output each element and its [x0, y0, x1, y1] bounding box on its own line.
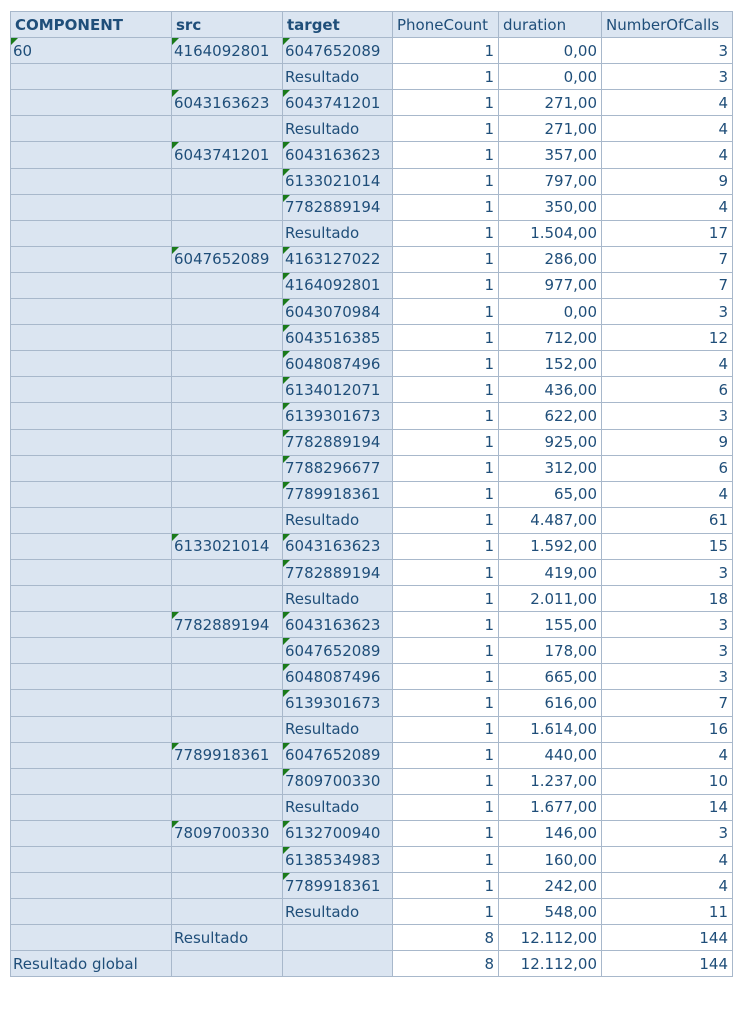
numberofcalls-cell[interactable]: 16 — [602, 716, 733, 742]
table-row — [11, 455, 733, 481]
table-row — [11, 768, 733, 794]
target-cell[interactable] — [283, 925, 393, 951]
numberofcalls-cell[interactable]: 61 — [602, 507, 733, 533]
numberofcalls-cell[interactable]: 3 — [602, 299, 733, 325]
component-cell[interactable] — [11, 429, 172, 455]
duration-cell[interactable]: 271,00 — [499, 90, 602, 116]
component-cell[interactable]: Resultado global — [11, 951, 172, 977]
phonecount-cell[interactable]: 1 — [393, 559, 499, 585]
phonecount-cell[interactable]: 8 — [393, 951, 499, 977]
src-cell[interactable]: 7809700330 — [172, 820, 283, 846]
numberofcalls-cell[interactable]: 3 — [602, 638, 733, 664]
header-duration[interactable]: duration — [499, 12, 602, 38]
phonecount-cell[interactable]: 1 — [393, 638, 499, 664]
table-row — [11, 272, 733, 298]
phonecount-cell[interactable]: 1 — [393, 168, 499, 194]
src-cell[interactable]: 6043163623 — [172, 90, 283, 116]
duration-cell[interactable]: 160,00 — [499, 847, 602, 873]
component-cell[interactable] — [11, 768, 172, 794]
target-cell[interactable]: Resultado — [283, 794, 393, 820]
duration-cell[interactable]: 665,00 — [499, 664, 602, 690]
target-cell[interactable]: 7809700330 — [283, 768, 393, 794]
component-cell[interactable] — [11, 168, 172, 194]
target-cell[interactable]: Resultado — [283, 116, 393, 142]
target-cell[interactable]: 6047652089 — [283, 638, 393, 664]
phonecount-cell[interactable]: 1 — [393, 220, 499, 246]
component-cell[interactable] — [11, 64, 172, 90]
duration-cell[interactable]: 712,00 — [499, 325, 602, 351]
table-row — [11, 246, 733, 272]
numberofcalls-cell[interactable]: 4 — [602, 481, 733, 507]
numberofcalls-cell[interactable]: 4 — [602, 873, 733, 899]
subtotal-row — [11, 116, 733, 142]
phonecount-cell[interactable]: 1 — [393, 847, 499, 873]
table-row — [11, 638, 733, 664]
table-row — [11, 38, 733, 64]
src-cell[interactable]: Resultado — [172, 925, 283, 951]
component-cell[interactable] — [11, 586, 172, 612]
duration-cell[interactable]: 286,00 — [499, 246, 602, 272]
duration-cell[interactable]: 4.487,00 — [499, 507, 602, 533]
phonecount-cell[interactable]: 1 — [393, 612, 499, 638]
target-cell[interactable] — [283, 951, 393, 977]
target-cell[interactable]: 6134012071 — [283, 377, 393, 403]
target-cell[interactable]: Resultado — [283, 220, 393, 246]
table-row — [11, 351, 733, 377]
duration-cell[interactable]: 271,00 — [499, 116, 602, 142]
component-cell[interactable] — [11, 533, 172, 559]
duration-cell[interactable]: 0,00 — [499, 38, 602, 64]
duration-cell[interactable]: 65,00 — [499, 481, 602, 507]
phonecount-cell[interactable]: 1 — [393, 768, 499, 794]
target-cell[interactable]: 6133021014 — [283, 168, 393, 194]
target-cell[interactable]: 7782889194 — [283, 429, 393, 455]
target-cell[interactable]: Resultado — [283, 716, 393, 742]
src-cell[interactable]: 7782889194 — [172, 612, 283, 638]
src-cell[interactable]: 7789918361 — [172, 742, 283, 768]
target-cell[interactable]: 6043163623 — [283, 533, 393, 559]
duration-cell[interactable]: 0,00 — [499, 299, 602, 325]
component-cell[interactable] — [11, 481, 172, 507]
component-cell[interactable] — [11, 351, 172, 377]
header-src[interactable]: src — [172, 12, 283, 38]
numberofcalls-cell[interactable]: 7 — [602, 690, 733, 716]
numberofcalls-cell[interactable]: 17 — [602, 220, 733, 246]
src-cell[interactable] — [172, 351, 283, 377]
numberofcalls-cell[interactable]: 6 — [602, 377, 733, 403]
target-cell[interactable]: 7789918361 — [283, 873, 393, 899]
subtotal-row — [11, 220, 733, 246]
src-cell[interactable] — [172, 194, 283, 220]
numberofcalls-cell[interactable]: 11 — [602, 899, 733, 925]
duration-cell[interactable]: 1.237,00 — [499, 768, 602, 794]
phonecount-cell[interactable]: 1 — [393, 429, 499, 455]
header-numberofcalls[interactable]: NumberOfCalls — [602, 12, 733, 38]
numberofcalls-cell[interactable]: 18 — [602, 586, 733, 612]
table-row — [11, 299, 733, 325]
phonecount-cell[interactable]: 1 — [393, 899, 499, 925]
header-component[interactable]: COMPONENT — [11, 12, 172, 38]
numberofcalls-cell[interactable]: 144 — [602, 925, 733, 951]
target-cell[interactable]: 6132700940 — [283, 820, 393, 846]
src-cell[interactable] — [172, 638, 283, 664]
src-cell[interactable] — [172, 559, 283, 585]
numberofcalls-cell[interactable]: 4 — [602, 90, 733, 116]
duration-cell[interactable]: 0,00 — [499, 64, 602, 90]
component-cell[interactable] — [11, 664, 172, 690]
src-cell[interactable] — [172, 586, 283, 612]
phonecount-cell[interactable]: 1 — [393, 38, 499, 64]
src-cell[interactable] — [172, 847, 283, 873]
table-row — [11, 559, 733, 585]
phonecount-cell[interactable]: 1 — [393, 403, 499, 429]
src-cell[interactable]: 6043741201 — [172, 142, 283, 168]
numberofcalls-cell[interactable]: 3 — [602, 664, 733, 690]
phonecount-cell[interactable]: 1 — [393, 873, 499, 899]
subtotal-row — [11, 716, 733, 742]
duration-cell[interactable]: 440,00 — [499, 742, 602, 768]
phonecount-cell[interactable]: 1 — [393, 455, 499, 481]
phonecount-cell[interactable]: 1 — [393, 351, 499, 377]
duration-cell[interactable]: 12.112,00 — [499, 951, 602, 977]
target-cell[interactable]: Resultado — [283, 899, 393, 925]
duration-cell[interactable]: 12.112,00 — [499, 925, 602, 951]
phonecount-cell[interactable]: 1 — [393, 533, 499, 559]
target-cell[interactable]: 6048087496 — [283, 664, 393, 690]
duration-cell[interactable]: 1.614,00 — [499, 716, 602, 742]
src-cell[interactable] — [172, 299, 283, 325]
target-cell[interactable]: Resultado — [283, 507, 393, 533]
duration-cell[interactable]: 357,00 — [499, 142, 602, 168]
subtotal-row — [11, 507, 733, 533]
numberofcalls-cell[interactable]: 7 — [602, 246, 733, 272]
numberofcalls-cell[interactable]: 3 — [602, 64, 733, 90]
subtotal-row — [11, 64, 733, 90]
phonecount-cell[interactable]: 1 — [393, 90, 499, 116]
numberofcalls-cell[interactable]: 9 — [602, 168, 733, 194]
target-cell[interactable]: 7782889194 — [283, 194, 393, 220]
duration-cell[interactable]: 312,00 — [499, 455, 602, 481]
duration-cell[interactable]: 146,00 — [499, 820, 602, 846]
duration-cell[interactable]: 178,00 — [499, 638, 602, 664]
table-row — [11, 612, 733, 638]
component-cell[interactable] — [11, 690, 172, 716]
src-cell[interactable] — [172, 873, 283, 899]
phonecount-cell[interactable]: 1 — [393, 690, 499, 716]
target-cell[interactable]: Resultado — [283, 64, 393, 90]
duration-cell[interactable]: 419,00 — [499, 559, 602, 585]
src-cell[interactable] — [172, 716, 283, 742]
table-row — [11, 873, 733, 899]
component-cell[interactable] — [11, 246, 172, 272]
numberofcalls-cell[interactable]: 3 — [602, 403, 733, 429]
numberofcalls-cell[interactable]: 4 — [602, 194, 733, 220]
src-cell[interactable]: 6133021014 — [172, 533, 283, 559]
src-cell[interactable] — [172, 403, 283, 429]
component-cell[interactable] — [11, 925, 172, 951]
target-cell[interactable]: 4163127022 — [283, 246, 393, 272]
component-cell[interactable] — [11, 873, 172, 899]
component-cell[interactable] — [11, 403, 172, 429]
table-row — [11, 533, 733, 559]
table-row — [11, 664, 733, 690]
table-row — [11, 429, 733, 455]
numberofcalls-cell[interactable]: 144 — [602, 951, 733, 977]
phonecount-cell[interactable]: 1 — [393, 142, 499, 168]
phonecount-cell[interactable]: 1 — [393, 377, 499, 403]
phonecount-cell[interactable]: 1 — [393, 299, 499, 325]
src-cell[interactable] — [172, 377, 283, 403]
table-row — [11, 742, 733, 768]
component-cell[interactable] — [11, 116, 172, 142]
phonecount-cell[interactable]: 1 — [393, 481, 499, 507]
target-cell[interactable]: 7782889194 — [283, 559, 393, 585]
component-cell[interactable] — [11, 194, 172, 220]
numberofcalls-cell[interactable]: 6 — [602, 455, 733, 481]
src-cell[interactable] — [172, 768, 283, 794]
target-cell[interactable]: 6043163623 — [283, 612, 393, 638]
phonecount-cell[interactable]: 1 — [393, 794, 499, 820]
duration-cell[interactable]: 436,00 — [499, 377, 602, 403]
pivot-body — [11, 38, 733, 977]
duration-cell[interactable]: 925,00 — [499, 429, 602, 455]
component-cell[interactable] — [11, 377, 172, 403]
target-cell[interactable]: 6138534983 — [283, 847, 393, 873]
duration-cell[interactable]: 622,00 — [499, 403, 602, 429]
numberofcalls-cell[interactable]: 3 — [602, 820, 733, 846]
phonecount-cell[interactable]: 1 — [393, 64, 499, 90]
numberofcalls-cell[interactable]: 4 — [602, 742, 733, 768]
target-cell[interactable]: 6048087496 — [283, 351, 393, 377]
phonecount-cell[interactable]: 1 — [393, 664, 499, 690]
component-cell[interactable] — [11, 612, 172, 638]
component-cell[interactable] — [11, 142, 172, 168]
numberofcalls-cell[interactable]: 12 — [602, 325, 733, 351]
src-cell[interactable] — [172, 325, 283, 351]
table-row — [11, 168, 733, 194]
target-cell[interactable]: 6043163623 — [283, 142, 393, 168]
src-cell[interactable] — [172, 272, 283, 298]
target-cell[interactable]: 6047652089 — [283, 38, 393, 64]
numberofcalls-cell[interactable]: 7 — [602, 272, 733, 298]
table-row — [11, 325, 733, 351]
header-row — [11, 12, 733, 38]
numberofcalls-cell[interactable]: 3 — [602, 612, 733, 638]
grand-total-row — [11, 951, 733, 977]
component-cell[interactable] — [11, 455, 172, 481]
component-cell[interactable] — [11, 794, 172, 820]
phonecount-cell[interactable]: 1 — [393, 116, 499, 142]
numberofcalls-cell[interactable]: 14 — [602, 794, 733, 820]
duration-cell[interactable]: 616,00 — [499, 690, 602, 716]
duration-cell[interactable]: 1.504,00 — [499, 220, 602, 246]
duration-cell[interactable]: 242,00 — [499, 873, 602, 899]
subtotal-row — [11, 794, 733, 820]
duration-cell[interactable]: 152,00 — [499, 351, 602, 377]
component-cell[interactable] — [11, 742, 172, 768]
subtotal-row — [11, 899, 733, 925]
target-cell[interactable]: Resultado — [283, 586, 393, 612]
table-row — [11, 820, 733, 846]
target-cell[interactable]: 7789918361 — [283, 481, 393, 507]
src-cell[interactable] — [172, 429, 283, 455]
table-row — [11, 377, 733, 403]
target-cell[interactable]: 4164092801 — [283, 272, 393, 298]
src-cell[interactable] — [172, 168, 283, 194]
component-cell[interactable] — [11, 638, 172, 664]
numberofcalls-cell[interactable]: 3 — [602, 38, 733, 64]
table-row — [11, 142, 733, 168]
component-cell[interactable] — [11, 90, 172, 116]
pivot-table — [10, 11, 733, 977]
numberofcalls-cell[interactable]: 4 — [602, 351, 733, 377]
component-cell[interactable] — [11, 220, 172, 246]
component-cell[interactable]: 60 — [11, 38, 172, 64]
phonecount-cell[interactable]: 1 — [393, 820, 499, 846]
target-cell[interactable]: 6043516385 — [283, 325, 393, 351]
phonecount-cell[interactable]: 1 — [393, 272, 499, 298]
phonecount-cell[interactable]: 1 — [393, 742, 499, 768]
target-cell[interactable]: 6139301673 — [283, 403, 393, 429]
src-cell[interactable] — [172, 220, 283, 246]
target-cell[interactable]: 6043070984 — [283, 299, 393, 325]
target-cell[interactable]: 6043741201 — [283, 90, 393, 116]
component-cell[interactable] — [11, 272, 172, 298]
src-cell[interactable] — [172, 899, 283, 925]
numberofcalls-cell[interactable]: 15 — [602, 533, 733, 559]
src-cell[interactable] — [172, 64, 283, 90]
phonecount-cell[interactable]: 1 — [393, 586, 499, 612]
component-cell[interactable] — [11, 847, 172, 873]
component-cell[interactable] — [11, 325, 172, 351]
src-cell[interactable] — [172, 116, 283, 142]
subtotal-row — [11, 586, 733, 612]
duration-cell[interactable]: 155,00 — [499, 612, 602, 638]
component-cell[interactable] — [11, 820, 172, 846]
src-cell[interactable] — [172, 455, 283, 481]
table-row — [11, 481, 733, 507]
duration-cell[interactable]: 797,00 — [499, 168, 602, 194]
component-cell[interactable] — [11, 716, 172, 742]
src-cell[interactable] — [172, 690, 283, 716]
numberofcalls-cell[interactable]: 9 — [602, 429, 733, 455]
src-cell[interactable]: 6047652089 — [172, 246, 283, 272]
component-total-row — [11, 925, 733, 951]
duration-cell[interactable]: 1.677,00 — [499, 794, 602, 820]
duration-cell[interactable]: 977,00 — [499, 272, 602, 298]
phonecount-cell[interactable]: 8 — [393, 925, 499, 951]
numberofcalls-cell[interactable]: 4 — [602, 142, 733, 168]
numberofcalls-cell[interactable]: 4 — [602, 847, 733, 873]
duration-cell[interactable]: 2.011,00 — [499, 586, 602, 612]
target-cell[interactable]: 7788296677 — [283, 455, 393, 481]
component-cell[interactable] — [11, 559, 172, 585]
component-cell[interactable] — [11, 299, 172, 325]
component-cell[interactable] — [11, 507, 172, 533]
duration-cell[interactable]: 1.592,00 — [499, 533, 602, 559]
phonecount-cell[interactable]: 1 — [393, 325, 499, 351]
component-cell[interactable] — [11, 899, 172, 925]
src-cell[interactable] — [172, 481, 283, 507]
phonecount-cell[interactable]: 1 — [393, 194, 499, 220]
phonecount-cell[interactable]: 1 — [393, 507, 499, 533]
header-phonecount[interactable]: PhoneCount — [393, 12, 499, 38]
table-row — [11, 403, 733, 429]
table-row — [11, 194, 733, 220]
src-cell[interactable] — [172, 664, 283, 690]
target-cell[interactable]: 6139301673 — [283, 690, 393, 716]
header-target[interactable]: target — [283, 12, 393, 38]
src-cell[interactable] — [172, 794, 283, 820]
src-cell[interactable]: 4164092801 — [172, 38, 283, 64]
numberofcalls-cell[interactable]: 10 — [602, 768, 733, 794]
numberofcalls-cell[interactable]: 4 — [602, 116, 733, 142]
duration-cell[interactable]: 350,00 — [499, 194, 602, 220]
phonecount-cell[interactable]: 1 — [393, 246, 499, 272]
numberofcalls-cell[interactable]: 3 — [602, 559, 733, 585]
duration-cell[interactable]: 548,00 — [499, 899, 602, 925]
table-row — [11, 90, 733, 116]
table-row — [11, 690, 733, 716]
phonecount-cell[interactable]: 1 — [393, 716, 499, 742]
src-cell[interactable] — [172, 507, 283, 533]
table-row — [11, 847, 733, 873]
target-cell[interactable]: 6047652089 — [283, 742, 393, 768]
src-cell[interactable] — [172, 951, 283, 977]
